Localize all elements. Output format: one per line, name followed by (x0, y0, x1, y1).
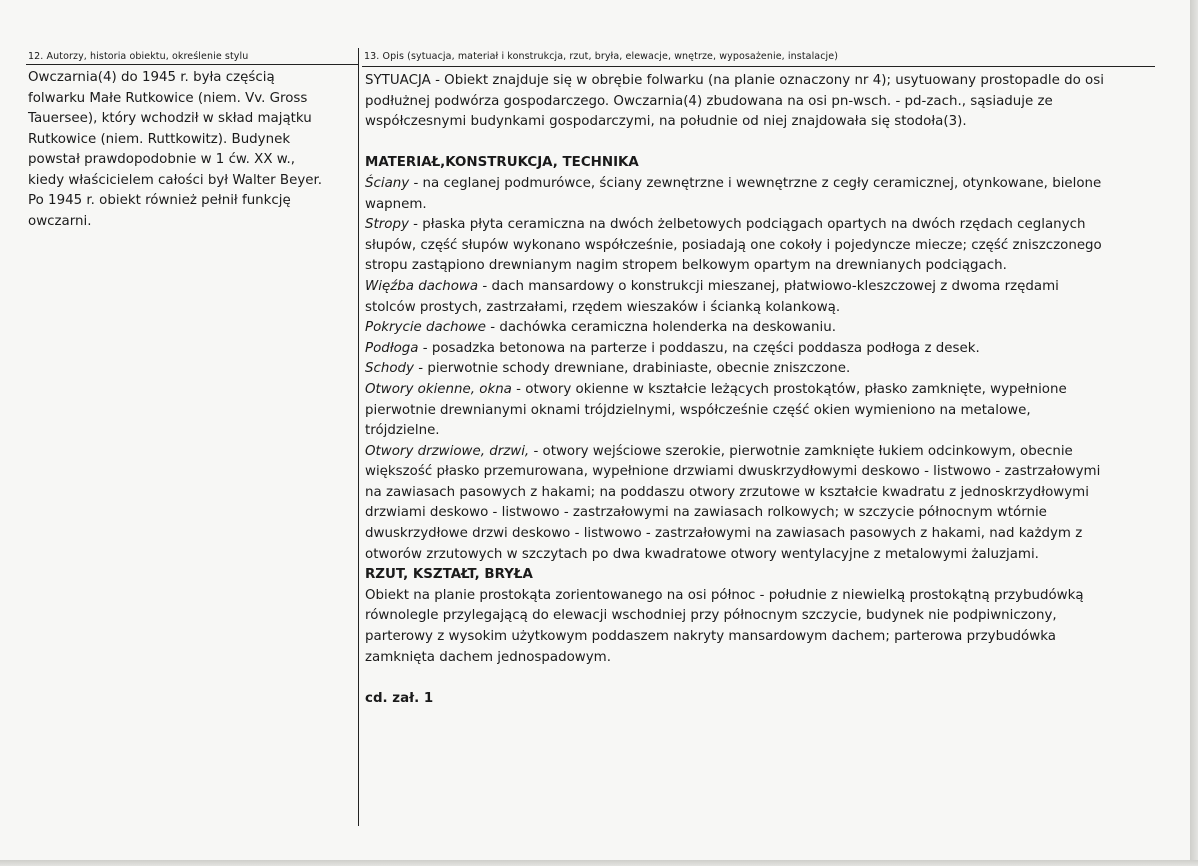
item-line (365, 277, 1155, 298)
item-line: większość płasko przemurowana, wypełnione drzwiami dwuskrzydłowymi deskowo - listwowo - zastrzałowymi (365, 464, 1101, 480)
item-line: słupów, część słupów wykonano współcześnie, posiadają one cokoły i pojedyncze miecze; część zniszczonego (365, 237, 1102, 253)
continuation-note: cd. zał. 1 (365, 690, 434, 706)
history-line: Po 1945 r. obiekt również pełnił funkcję (28, 193, 291, 208)
rzut-line: parterowy z wysokim użytkowym poddaszem nakryty mansardowym dachem; parterowa przybudówka (365, 629, 1056, 645)
description-text (365, 71, 1155, 709)
item-term: Podłoga (365, 340, 419, 356)
item-text: - na ceglanej podmurówce, ściany zewnętrzne i wewnętrzne z cegły ceramicznej, otynkowane, bielone (409, 175, 1102, 191)
item-line: stolców prostych, zastrzałami, rzędem wieszaków i ścianką kolankową. (365, 299, 841, 315)
item-term: Otwory okienne, okna (365, 381, 512, 397)
history-line: kiedy właścicielem całości był Walter Beyer. (28, 172, 323, 188)
history-line: powstał prawdopodobnie w 1 ćw. XX w., (28, 152, 296, 167)
history-line: owczarni. (28, 213, 92, 229)
item-text: - dach mansardowy o konstrukcji mieszanej, płatwiowo-kleszczowej z dwoma rzędami (478, 278, 1059, 294)
history-line: folwarku Małe Rutkowice (niem. Vv. Gross (28, 90, 308, 106)
item-line: wapnem. (365, 196, 427, 212)
item-line (365, 215, 1155, 236)
item-text: - płaska płyta ceramiczna na dwóch żelbetowych podciągach opartych na dwóch rzędach ceglanych (408, 217, 1086, 233)
item-line: stropu zastąpiono drewnianym nagim stropem belkowym opartym na drewnianych podciągach. (365, 258, 1007, 274)
item-line (365, 359, 1155, 380)
item-term: Stropy (365, 217, 409, 233)
sytuacja-line: SYTUACJA - Obiekt znajduje się w obrębie folwarku (na planie oznaczony nr 4); usytuowany prostopadle do osi (365, 73, 1104, 88)
item-line: na zawiasach pasowych z hakami; na poddaszu otwory zrzutowe w kształcie kwadratu z jednoskrzydłowymi (365, 484, 1089, 500)
item-term: Więźba dachowa (365, 278, 479, 294)
item-text: - pierwotnie schody drewniane, drabiniaste, obecnie zniszczone. (413, 361, 851, 377)
history-line: Tauersee), który wchodził w skład majątku (28, 111, 312, 126)
item-text: - posadzka betonowa na parterze i poddaszu, na części poddasza podłoga z desek. (418, 340, 980, 356)
item-line: dwuskrzydłowe drzwi deskowo - listwowo - zastrzałowymi na zawiasach pasowych z hakami, nad każdym z (365, 526, 1083, 542)
item-line: pierwotnie drewnianymi oknami trójdzielnymi, współcześnie część okien wymieniono na metalowe, (365, 402, 1031, 418)
item-line (365, 174, 1155, 195)
material-heading: MATERIAŁ,KONSTRUKCJA, TECHNIKA (365, 155, 639, 171)
sytuacja-line: współczesnymi budynkami gospodarczymi, na południe od niej znajdowała się stodoła(3). (365, 114, 967, 130)
history-line: Owczarnia(4) do 1945 r. była częścią (28, 70, 275, 85)
item-text: - dachówka ceramiczna holenderka na deskowaniu. (485, 320, 837, 336)
rzut-heading: RZUT, KSZTAŁT, BRYŁA (365, 567, 533, 583)
item-line: otworów zrzutowych w szczytach po dwa kwadratowe otwory wentylacyjne z metalowymi żaluzjami. (365, 546, 1039, 562)
right-header-rule (362, 66, 1155, 67)
left-section-header: 12. Autorzy, historia obiektu, określenie stylu (28, 51, 249, 62)
item-text: - otwory okienne w kształcie leżących prostokątów, płasko zamknięte, wypełnione (511, 381, 1067, 397)
sytuacja-line: podłużnej podwórza gospodarczego. Owczarnia(4) zbudowana na osi pn-wsch. - pd-zach., sąsiaduje ze (365, 93, 1053, 109)
rzut-line: równolegle przylegającą do elewacji wschodniej przy północnym szczycie, budynek nie podpiwniczony, (365, 608, 1057, 624)
item-line: drzwiami deskowo - listwowo - zastrzałowymi na zawiasach rolkowych; w szczycie północnym wtórnie (365, 505, 1047, 521)
rzut-line: zamknięta dachem jednospadowym. (365, 649, 611, 665)
item-line (365, 380, 1155, 401)
paper-edge-bottom (0, 860, 1198, 866)
spacer (365, 133, 1155, 154)
column-divider (358, 48, 359, 826)
item-term: Schody (365, 361, 414, 377)
item-line (365, 339, 1155, 360)
item-term: Pokrycie dachowe (365, 320, 486, 336)
history-text (28, 68, 354, 232)
item-line: trójdzielne. (365, 423, 440, 439)
right-section-header: 13. Opis (sytuacja, materiał i konstrukcja, rzut, bryła, elewacje, wnętrze, wyposażenie, instalacje) (364, 51, 839, 62)
left-header-rule (26, 64, 358, 65)
paper-edge-right (1190, 0, 1198, 866)
item-line (365, 442, 1155, 463)
item-line (365, 318, 1155, 339)
rzut-line: Obiekt na planie prostokąta zorientowanego na osi północ - południe z niewielką prostokątną przybudówką (365, 587, 1084, 603)
item-term: Ściany (365, 175, 410, 191)
spacer (365, 668, 1155, 689)
item-text: - otwory wejściowe szerokie, pierwotnie zamknięte łukiem odcinkowym, obecnie (529, 443, 1073, 459)
item-term: Otwory drzwiowe, drzwi, (365, 443, 530, 459)
history-line: Rutkowice (niem. Ruttkowitz). Budynek (28, 131, 291, 147)
